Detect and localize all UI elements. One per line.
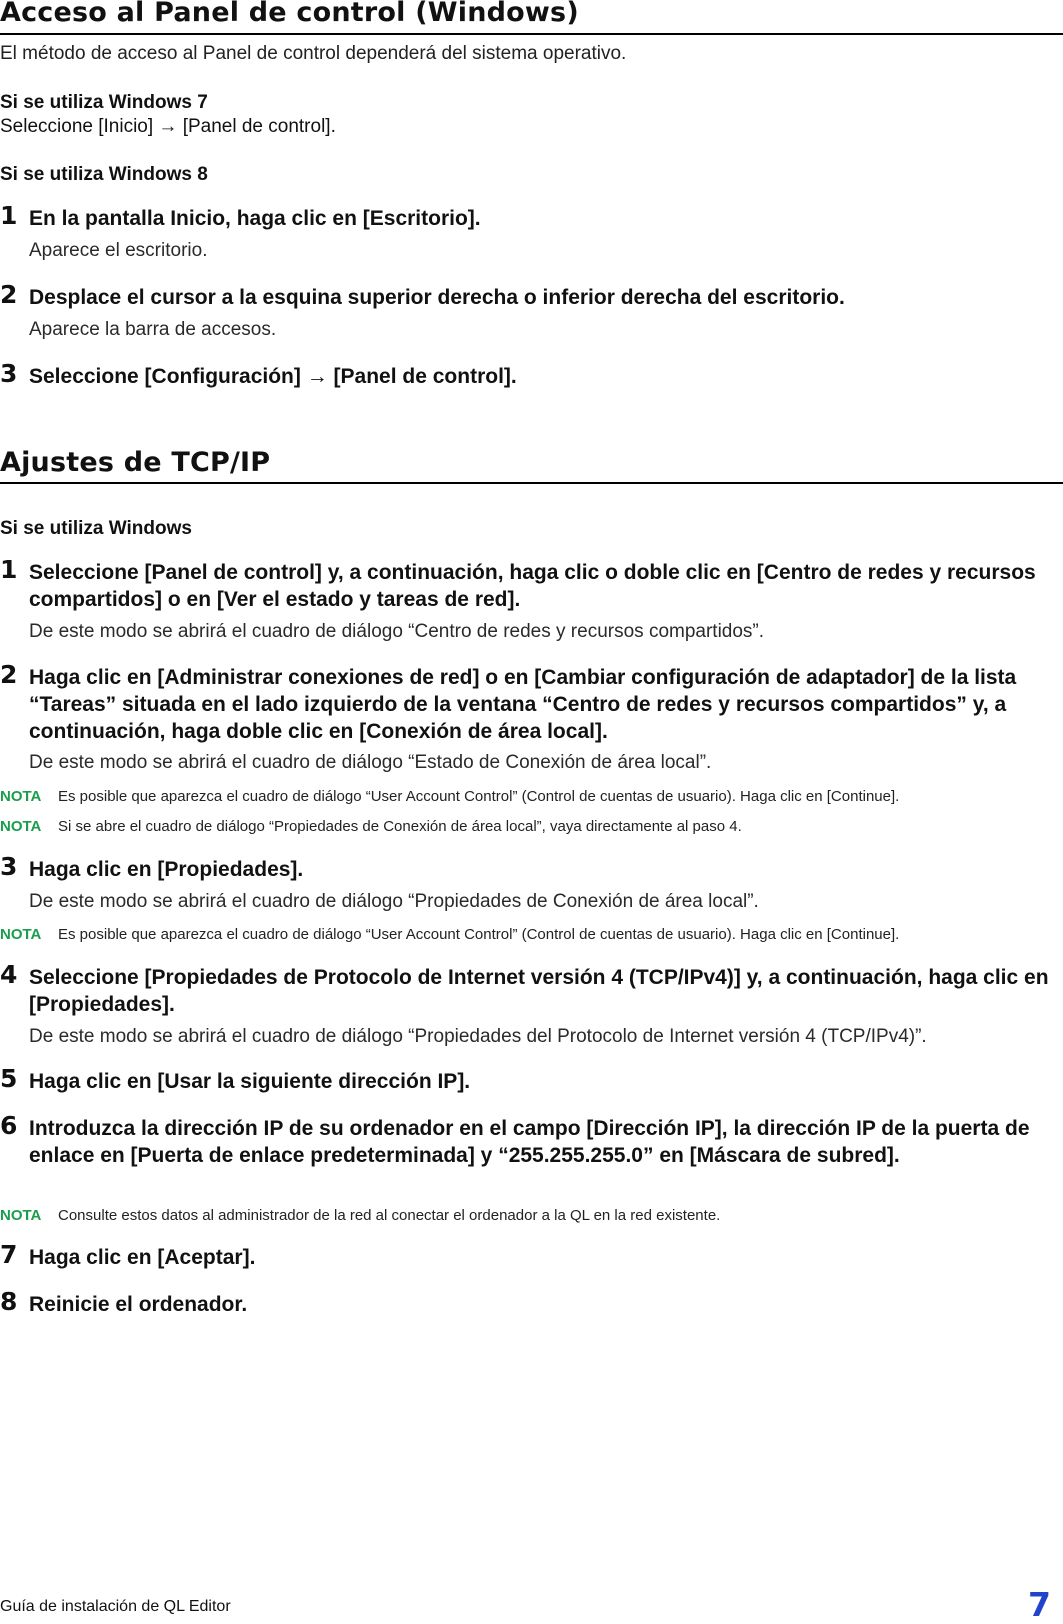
step-text: Seleccione [Propiedades de Protocolo de Internet versión 4 (TCP/IPv4)] y, a continuación, haga clic en [Propiedades]. bbox=[29, 966, 1049, 1016]
step-number: 1 bbox=[0, 201, 18, 230]
note-text: Si se abre el cuadro de diálogo “Propiedades de Conexión de área local”, vaya directamente al paso 4. bbox=[58, 818, 742, 835]
step-result: De este modo se abrirá el cuadro de diálogo “Propiedades del Protocolo de Internet versión 4 (TCP/IPv4)”. bbox=[29, 1026, 927, 1047]
step-result: Aparece la barra de accesos. bbox=[29, 319, 277, 340]
step-text: Desplace el cursor a la esquina superior derecha o inferior derecha del escritorio. bbox=[29, 286, 845, 309]
note-label: NOTA bbox=[0, 1207, 42, 1224]
note-text: Es posible que aparezca el cuadro de diálogo “User Account Control” (Control de cuentas de usuario). Haga clic en [Continue]. bbox=[58, 788, 900, 805]
step-result: De este modo se abrirá el cuadro de diálogo “Estado de Conexión de área local”. bbox=[29, 752, 712, 773]
section-title-tcpip: Ajustes de TCP/IP bbox=[0, 447, 271, 478]
note-label: NOTA bbox=[0, 926, 42, 943]
note-text: Es posible que aparezca el cuadro de diálogo “User Account Control” (Control de cuentas de usuario). Haga clic en [Continue]. bbox=[58, 926, 900, 943]
section-rule bbox=[0, 33, 1063, 35]
note bbox=[0, 926, 899, 943]
step-number: 5 bbox=[0, 1064, 18, 1093]
windows-heading: Si se utiliza Windows bbox=[0, 518, 192, 539]
note bbox=[0, 818, 742, 835]
step-number: 3 bbox=[0, 852, 18, 881]
note-text: Consulte estos datos al administrador de la red al conectar el ordenador a la QL en la red existente. bbox=[58, 1207, 721, 1224]
note-label: NOTA bbox=[0, 788, 42, 805]
step-text: Seleccione [Configuración] → [Panel de control]. bbox=[29, 365, 517, 388]
step-number: 2 bbox=[0, 660, 18, 689]
step-text: Haga clic en [Aceptar]. bbox=[29, 1246, 256, 1269]
step-number: 4 bbox=[0, 960, 18, 989]
step-result: De este modo se abrirá el cuadro de diálogo “Propiedades de Conexión de área local”. bbox=[29, 891, 759, 912]
step-number: 2 bbox=[0, 280, 18, 309]
win7-heading: Si se utiliza Windows 7 bbox=[0, 92, 208, 113]
step-number: 7 bbox=[0, 1240, 18, 1269]
win7-instruction: Seleccione [Inicio] → [Panel de control]. bbox=[0, 116, 336, 137]
step-text: Haga clic en [Usar la siguiente dirección IP]. bbox=[29, 1070, 471, 1093]
step-number: 6 bbox=[0, 1111, 18, 1140]
step-text: En la pantalla Inicio, haga clic en [Escritorio]. bbox=[29, 207, 481, 230]
footer-doc-title: Guía de instalación de QL Editor bbox=[0, 1598, 231, 1615]
intro-text: El método de acceso al Panel de control dependerá del sistema operativo. bbox=[0, 43, 627, 64]
note-label: NOTA bbox=[0, 818, 42, 835]
step-text: Introduzca la dirección IP de su ordenador en el campo [Dirección IP], la dirección IP de la puerta de enlace en [Puerta de enlace predeterminada] y “255.255.255.0” en [Máscara de subred]. bbox=[29, 1117, 1030, 1167]
section-rule bbox=[0, 482, 1063, 484]
section-title-control-panel: Acceso al Panel de control (Windows) bbox=[0, 0, 579, 28]
note bbox=[0, 1207, 720, 1224]
step-text: Haga clic en [Propiedades]. bbox=[29, 858, 304, 881]
step-text: Haga clic en [Administrar conexiones de red] o en [Cambiar configuración de adaptador] de la lista “Tareas” situada en el lado izquierdo de la ventana “Centro de redes y recursos compartidos” y, a continuación, haga doble clic en [Conexión de área local]. bbox=[29, 666, 1017, 743]
step-text: Seleccione [Panel de control] y, a continuación, haga clic o doble clic en [Centro de redes y recursos compartidos] o en [Ver el estado y tareas de red]. bbox=[29, 561, 1036, 611]
win8-heading: Si se utiliza Windows 8 bbox=[0, 164, 208, 185]
step-text: Reinicie el ordenador. bbox=[29, 1293, 248, 1316]
step-number: 1 bbox=[0, 555, 18, 584]
note bbox=[0, 788, 899, 805]
step-result: Aparece el escritorio. bbox=[29, 240, 208, 261]
page-number: 7 bbox=[1028, 1585, 1051, 1624]
step-result: De este modo se abrirá el cuadro de diálogo “Centro de redes y recursos compartidos”. bbox=[29, 621, 765, 642]
step-number: 8 bbox=[0, 1287, 18, 1316]
step-number: 3 bbox=[0, 359, 18, 388]
